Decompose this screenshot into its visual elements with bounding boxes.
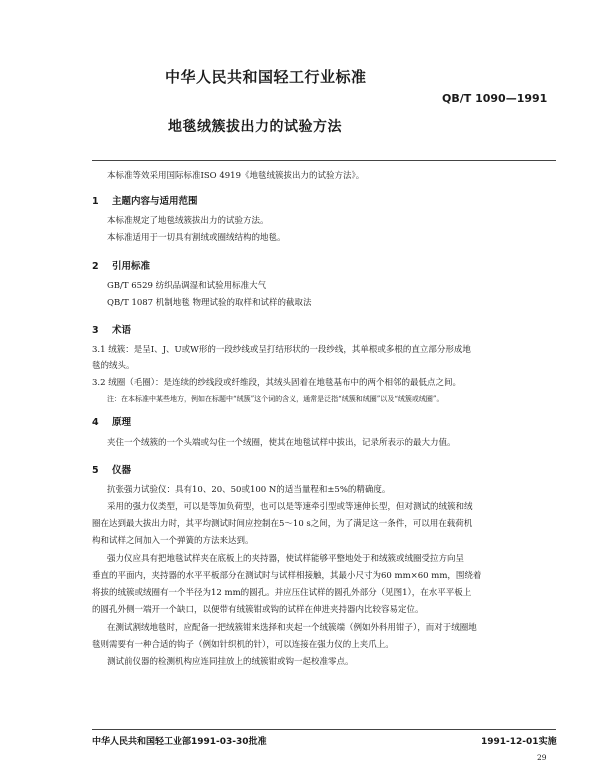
section-5-line-2: 采用的强力仪类型，可以是等加负荷型，也可以是等速牵引型或等速伸长型，但对测试的绒簇和绒 xyxy=(107,502,473,512)
intro-paragraph: 本标准等效采用国际标准ISO 4919《地毯绒簇拔出力的试验方法》。 xyxy=(107,171,365,181)
section-5-line-7: 将拔的绒簇或绒圈有一个半径为12 mm的圆孔。并应压住试样的圆孔外部分（见图1），在水平平板上 xyxy=(92,588,472,598)
page-number: 29 xyxy=(537,753,547,762)
section-1-title: 主题内容与适用范围 xyxy=(112,196,198,207)
section-4-paragraph: 夹住一个绒簇的一个头端或勾住一个绒圈，使其在地毯试样中拔出，记录所表示的最大力值。 xyxy=(107,438,456,448)
section-1-paragraph-1: 本标准规定了地毯绒簇拔出力的试验方法。 xyxy=(107,216,269,226)
section-4-heading xyxy=(92,414,131,428)
section-5-line-6: 垂直的平面内，夹持器的水平平板部分在测试时与试样相接触，其最小尺寸为60 mm×60 mm，围绕着 xyxy=(92,571,482,581)
section-3-title: 术语 xyxy=(112,325,132,336)
section-2-heading xyxy=(92,258,150,272)
footer-divider xyxy=(92,729,556,730)
standard-title: 中华人民共和国轻工行业标准 xyxy=(165,68,367,86)
section-1-heading xyxy=(92,193,198,207)
section-5-line-10: 毯则需要有一种合适的钩子（例如针织机的针），可以连接在强力仪的上夹爪上。 xyxy=(92,640,394,650)
implementation-date: 1991-12-01实施 xyxy=(481,737,557,747)
section-4-title: 原理 xyxy=(112,417,132,428)
section-5-line-4: 构和试样之间加入一个弹簧的方法来达到。 xyxy=(92,536,254,546)
standard-code: QB/T 1090—1991 xyxy=(442,92,548,105)
reference-qbt-1087: QB/T 1087 机制地毯 物理试验的取样和试样的截取法 xyxy=(107,298,312,308)
term-note: 注：在本标准中某些地方，例如在标题中“绒簇”这个词的含义，通常是泛指“绒簇和绒圈”以及“绒簇或绒圈”。 xyxy=(107,395,444,403)
section-4-number: 4 xyxy=(92,417,99,428)
section-5-line-9: 在测试割绒地毯时，应配备一把绒簇钳来选择和夹起一个绒簇端（例如外科用钳子），而对于绒圈地 xyxy=(107,623,477,633)
reference-gbt-6529: GB/T 6529 纺织品调湿和试验用标准大气 xyxy=(107,281,267,291)
section-2-title: 引用标准 xyxy=(112,261,151,272)
term-3-2: 3.2 绒圈（毛圈）：是连续的纱线段或纤维段，其绒头固着在地毯基布中的两个相邻的最低点之间。 xyxy=(92,378,461,388)
section-5-line-1: 抗张强力试验仪：具有10、20、50或100 N的适当量程和±5%的精确度。 xyxy=(107,485,391,495)
section-3-number: 3 xyxy=(92,325,99,336)
section-5-line-5: 强力仪应具有把地毯试样夹在底板上的夹持器，使试样能够平整地处于和绒簇或绒圈受拉方向呈 xyxy=(107,554,465,564)
section-2-number: 2 xyxy=(92,261,99,272)
term-3-1-line-1: 3.1 绒簇：是呈I、J、U或W形的一段纱线或呈打结形状的一段纱线，其单根或多根的直立部分形成地 xyxy=(92,345,471,355)
section-1-number: 1 xyxy=(92,196,99,207)
term-3-1-line-2: 毯的绒头。 xyxy=(92,361,135,371)
document-title: 地毯绒簇拔出力的试验方法 xyxy=(168,119,342,135)
section-3-heading xyxy=(92,322,131,336)
section-5-line-8: 的圆孔外侧一端开一个缺口，以便带有绒簇钳或钩的试样在伸进夹持器内比较容易定位。 xyxy=(92,605,424,615)
section-5-number: 5 xyxy=(92,465,99,476)
header-divider xyxy=(92,160,556,161)
approval-line: 中华人民共和国轻工业部1991-03-30批准 xyxy=(92,737,267,747)
section-5-line-3: 圈在达到最大拔出力时，其平均测试时间应控制在5～10 s之间，为了满足这一条件，可以用在载荷机 xyxy=(92,519,473,529)
section-5-heading xyxy=(92,462,131,476)
section-5-title: 仪器 xyxy=(112,465,132,476)
section-5-line-11: 测试前仪器的检测机构应连同挂放上的绒簇钳或钩一起校准零点。 xyxy=(107,657,354,667)
section-1-paragraph-2: 本标准适用于一切具有割绒或圈绒结构的地毯。 xyxy=(107,233,286,243)
